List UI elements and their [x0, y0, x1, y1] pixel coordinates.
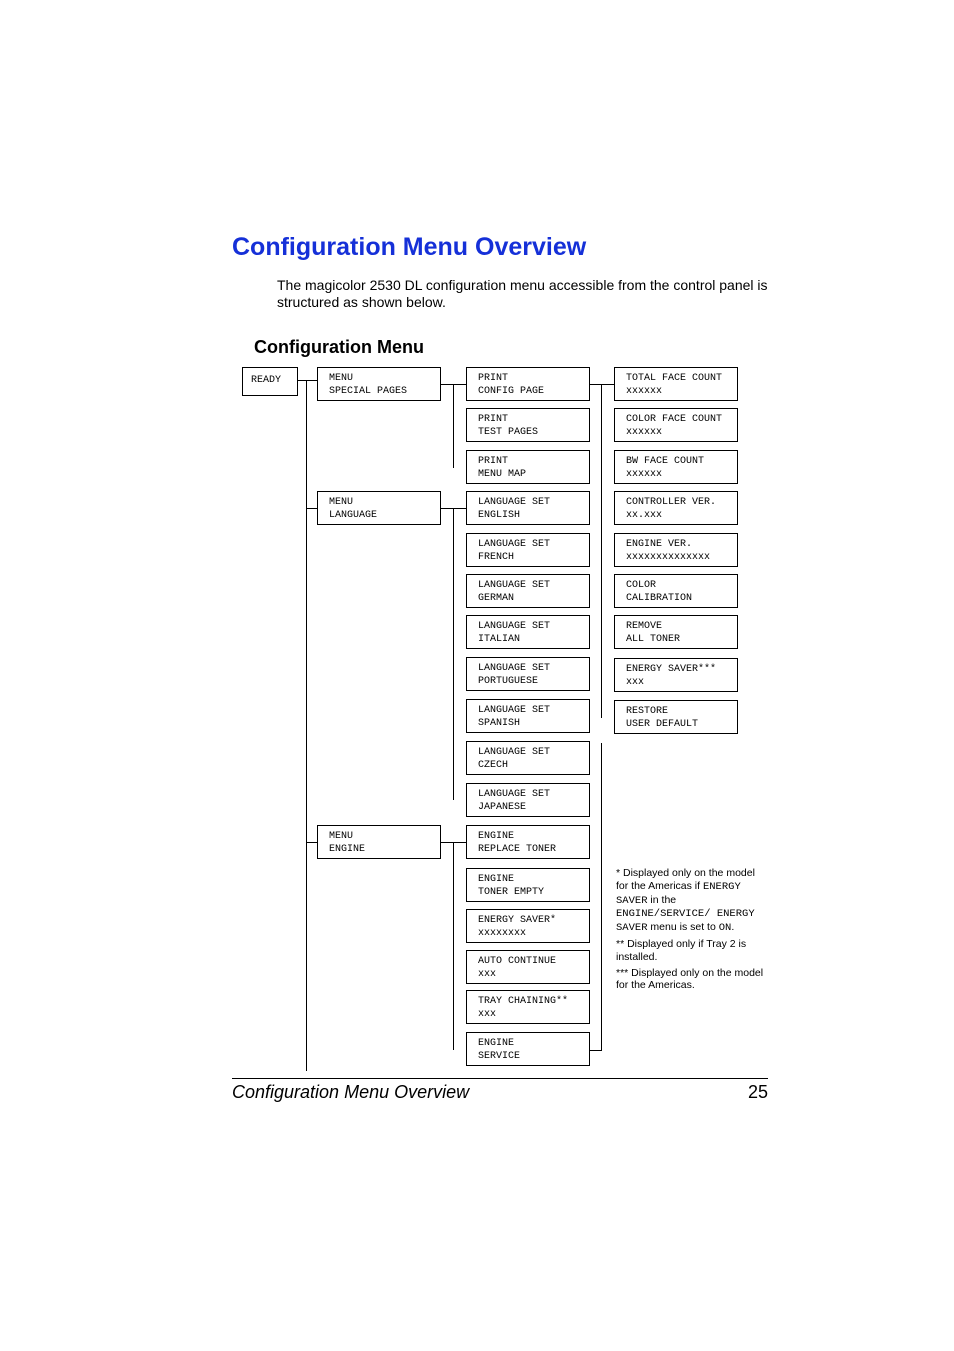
engine-ver-box [614, 533, 738, 567]
footnote-text: * Displayed only on the model for the Americas if [616, 867, 755, 892]
energy-saver-box [466, 909, 590, 943]
connector-line [453, 842, 454, 1050]
connector-line [453, 384, 454, 468]
menu-item-label: PRINT [478, 373, 509, 384]
footnotes [616, 867, 766, 995]
menu-item-value: CZECH [478, 760, 509, 771]
color-face-count-box [614, 408, 738, 442]
menu-item-value: SPECIAL PAGES [329, 386, 408, 397]
menu-item-value: xxx [478, 1009, 497, 1020]
menu-item-value: ENGINE [329, 844, 366, 855]
menu-item-label: LANGUAGE SET [478, 621, 551, 632]
engine-replace-toner-box [466, 825, 590, 859]
menu-item-label: READY [251, 375, 282, 386]
engine-service-box [466, 1032, 590, 1066]
menu-item-label: ENGINE [478, 1038, 515, 1049]
menu-item-label: ENGINE [478, 874, 515, 885]
menu-item-value: CALIBRATION [626, 593, 693, 604]
connector-line [306, 380, 307, 1071]
menu-item-label: TOTAL FACE COUNT [626, 373, 723, 384]
language-german-box [466, 574, 590, 608]
connector-line [306, 842, 317, 843]
menu-item-value: CONFIG PAGE [478, 386, 545, 397]
menu-item-value: xxx [626, 677, 645, 688]
page-title: Configuration Menu Overview [232, 233, 587, 261]
bw-face-count-box [614, 450, 738, 484]
menu-special-pages-box [317, 367, 441, 401]
menu-item-label: COLOR FACE COUNT [626, 414, 723, 425]
footnote-3: *** Displayed only on the model for the Americas. [616, 966, 764, 992]
footnote-2: ** Displayed only if Tray 2 is installed. [616, 937, 747, 963]
connector-line [297, 380, 317, 381]
menu-item-value: ENGLISH [478, 510, 521, 521]
menu-item-value: USER DEFAULT [626, 719, 699, 730]
menu-item-value: xx.xxx [626, 510, 663, 521]
menu-item-value: FRENCH [478, 552, 515, 563]
menu-item-label: PRINT [478, 456, 509, 467]
menu-item-label: PRINT [478, 414, 509, 425]
menu-item-label: MENU [329, 373, 354, 384]
menu-item-value: MENU MAP [478, 469, 527, 480]
restore-user-default-box [614, 700, 738, 734]
menu-item-label: LANGUAGE SET [478, 789, 551, 800]
energy-saver-americas-box [614, 658, 738, 692]
menu-item-label: ENGINE [478, 831, 515, 842]
connector-line [453, 508, 454, 800]
menu-language-box [317, 491, 441, 525]
page-number: 25 [747, 1082, 768, 1102]
footnote-text: in the [647, 893, 677, 906]
footnote-text: . [731, 921, 735, 934]
menu-item-value: JAPANESE [478, 802, 527, 813]
total-face-count-box [614, 367, 738, 401]
menu-item-value: REPLACE TONER [478, 844, 557, 855]
connector-line [601, 384, 602, 718]
footer-divider [232, 1078, 768, 1079]
menu-item-label: CONTROLLER VER. [626, 497, 717, 508]
controller-ver-box [614, 491, 738, 525]
intro-paragraph: The magicolor 2530 DL configuration menu accessible from the control panel is structured as shown below. [277, 277, 768, 310]
footnote-code: ON [718, 922, 732, 935]
menu-item-label: LANGUAGE SET [478, 705, 551, 716]
menu-item-label: LANGUAGE SET [478, 580, 551, 591]
tray-chaining-box [466, 990, 590, 1024]
menu-item-value: TEST PAGES [478, 427, 539, 438]
menu-item-label: AUTO CONTINUE [478, 956, 557, 967]
menu-item-label: ENGINE VER. [626, 539, 693, 550]
menu-item-value: SERVICE [478, 1051, 521, 1062]
footnote-code: ENGINE/SERVICE/ ENERGY SAVER [616, 908, 755, 935]
language-french-box [466, 533, 590, 567]
footnote-code: ENERGY SAVER [616, 880, 741, 907]
menu-engine-box [317, 825, 441, 859]
menu-item-label: REMOVE [626, 621, 663, 632]
language-english-box [466, 491, 590, 525]
language-czech-box [466, 741, 590, 775]
menu-item-label: LANGUAGE SET [478, 539, 551, 550]
menu-item-value: xxx [478, 969, 497, 980]
auto-continue-box [466, 950, 590, 984]
menu-item-label: MENU [329, 497, 354, 508]
menu-item-value: PORTUGUESE [478, 676, 539, 687]
menu-item-label: LANGUAGE SET [478, 497, 551, 508]
ready-box [242, 367, 298, 396]
menu-item-value: LANGUAGE [329, 510, 378, 521]
print-test-pages-box [466, 408, 590, 442]
menu-item-label: ENERGY SAVER*** [626, 664, 717, 675]
menu-item-value: xxxxxx [626, 427, 663, 438]
menu-item-value: ALL TONER [626, 634, 681, 645]
menu-item-value: GERMAN [478, 593, 515, 604]
section-heading: Configuration Menu [254, 337, 424, 357]
menu-item-value: ITALIAN [478, 634, 521, 645]
color-calibration-box [614, 574, 738, 608]
footer-title: Configuration Menu Overview [232, 1082, 470, 1102]
menu-item-value: xxxxxx [626, 386, 663, 397]
engine-toner-empty-box [466, 868, 590, 902]
language-italian-box [466, 615, 590, 649]
menu-item-value: SPANISH [478, 718, 521, 729]
menu-item-value: xxxxxx [626, 469, 663, 480]
menu-item-label: TRAY CHAINING** [478, 996, 569, 1007]
print-config-page-box [466, 367, 590, 401]
menu-item-label: ENERGY SAVER* [478, 915, 557, 926]
menu-item-label: LANGUAGE SET [478, 663, 551, 674]
language-spanish-box [466, 699, 590, 733]
menu-item-label: RESTORE [626, 706, 669, 717]
print-menu-map-box [466, 450, 590, 484]
menu-item-value: xxxxxxxxxxxxxx [626, 552, 711, 563]
menu-item-label: BW FACE COUNT [626, 456, 705, 467]
menu-item-label: MENU [329, 831, 354, 842]
connector-line [601, 743, 602, 1051]
footnote-text: menu is set to [647, 921, 719, 934]
menu-item-value: xxxxxxxx [478, 928, 527, 939]
footnote-1 [616, 867, 766, 935]
menu-item-label: LANGUAGE SET [478, 747, 551, 758]
menu-item-label: COLOR [626, 580, 657, 591]
language-japanese-box [466, 783, 590, 817]
language-portuguese-box [466, 657, 590, 691]
menu-item-value: TONER EMPTY [478, 887, 545, 898]
connector-line [306, 508, 317, 509]
remove-all-toner-box [614, 615, 738, 649]
